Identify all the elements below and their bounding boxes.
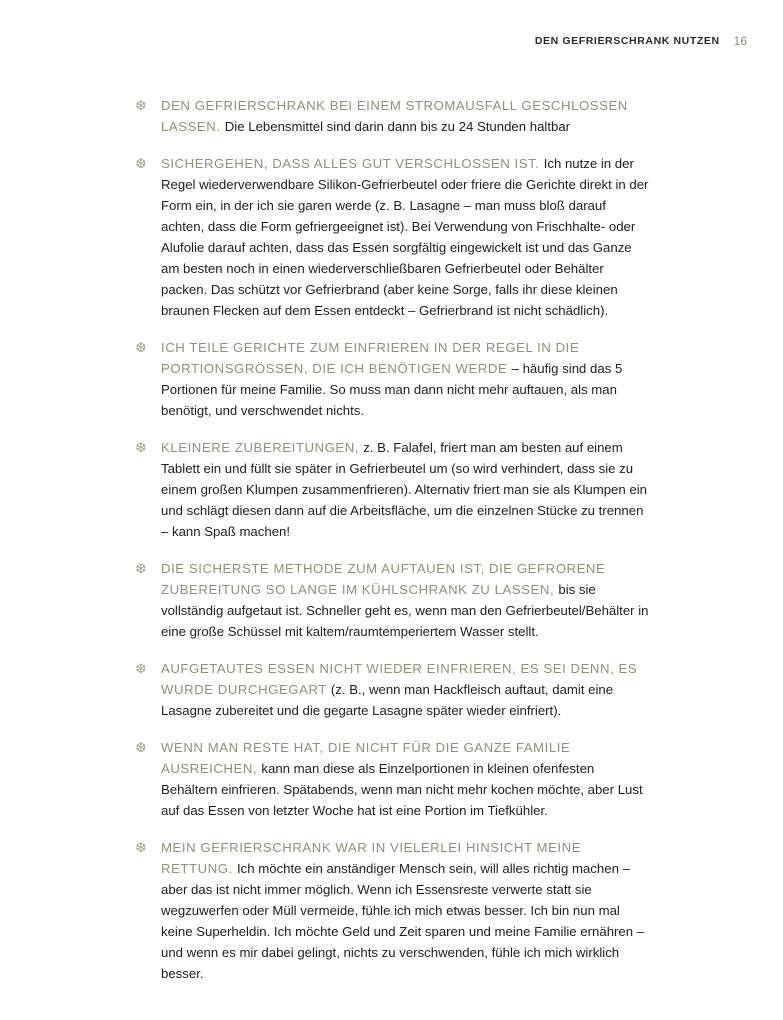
snowflake-icon: ❆ [135, 840, 147, 855]
tip-lead: MEIN GEFRIERSCHRANK WAR IN VIELERLEI HINSICHT MEINE RETTUNG. [161, 840, 582, 876]
tip-lead: SICHERGEHEN, DASS ALLES GUT VERSCHLOSSEN IST. [161, 156, 544, 171]
tip-lead: WENN MAN RESTE HAT, DIE NICHT FÜR DIE GANZE FAMILIE AUSREICHEN, [161, 740, 571, 776]
running-header [535, 34, 747, 48]
tip-item [134, 837, 650, 984]
snowflake-icon: ❆ [135, 98, 147, 113]
tip-item [134, 658, 650, 721]
tip-lead: DEN GEFRIERSCHRANK BEI EINEM STROMAUSFALL GESCHLOSSEN LASSEN. [161, 98, 628, 134]
tip-item [134, 737, 650, 821]
tip-body: – häufig sind das 5 Portionen für meine Familie. So muss man dann nicht mehr auftauen, als man benötigt, und verschwendet nichts. [161, 361, 623, 418]
tip-body: bis sie vollständig aufgetaut ist. Schneller geht es, wenn man den Gefrierbeutel/Behälter in eine große Schüssel mit kaltem/raumtemperiertem Wasser stellt. [161, 582, 649, 639]
snowflake-icon: ❆ [135, 561, 147, 576]
chapter-title: DEN GEFRIERSCHRANK NUTZEN [534, 35, 720, 47]
snowflake-icon: ❆ [135, 156, 147, 171]
tip-body: Ich möchte ein anständiger Mensch sein, will alles richtig machen – aber das ist nicht immer möglich. Wenn ich Essensreste verwerte statt sie wegzuwerfen oder Müll vermeide, fühle ich mich etwas besser. Ich bin nun mal keine Superheldin. Ich möchte Geld und Zeit sparen und meine Familie ernähren – und wenn es mir dabei gelingt, nichts zu verschwenden, fühle ich mich wirklich besser. [161, 861, 645, 981]
snowflake-icon: ❆ [135, 440, 147, 455]
tip-body: Die Lebensmittel sind darin dann bis zu 24 Stunden haltbar [224, 119, 571, 134]
tip-lead: KLEINERE ZUBEREITUNGEN, [161, 440, 364, 455]
tip-lead: AUFGETAUTES ESSEN NICHT WIEDER EINFRIEREN, ES SEI DENN, ES WURDE DURCHGEGART [161, 661, 638, 697]
tip-body: (z. B., wenn man Hackfleisch auftaut, damit eine Lasagne zubereitet und die gegarte Lasagne später wieder einfriert). [161, 682, 614, 718]
snowflake-icon: ❆ [135, 661, 147, 676]
tip-item [134, 95, 650, 137]
snowflake-icon: ❆ [135, 340, 147, 355]
tip-item [134, 558, 650, 642]
tip-body: z. B. Falafel, friert man am besten auf einem Tablett ein und füllt sie später in Gefrierbeutel um (so wird verhindert, dass sie zu einem großen Klumpen zusammenfrieren). Alternativ friert man sie als Klumpen ein und schlägt diesen dann auf die Arbeitsfläche, um die einzelnen Stücke zu trennen – kann Spaß machen! [161, 440, 647, 539]
page-number: 16 [733, 34, 747, 48]
tip-lead: ICH TEILE GERICHTE ZUM EINFRIEREN IN DER REGEL IN DIE PORTIONSGRÖSSEN, DIE ICH BENÖTIGEN WERDE [161, 340, 580, 376]
tips-list [134, 95, 650, 1000]
snowflake-icon: ❆ [135, 740, 147, 755]
tip-body: Ich nutze in der Regel wiederverwendbare Silikon-Gefrierbeutel oder friere die Gerichte direkt in der Form ein, in der ich sie garen werde (z. B. Lasagne – man muss bloß darauf achten, dass die Form gefriergeeignet ist). Bei Verwendung von Frischhalte- oder Alufolie darauf achten, dass das Essen sorgfältig eingewickelt ist und das Ganze am besten noch in einen wiederverschließbaren Gefrierbeutel oder Behälter packen. Das schützt vor Gefrierbrand (aber keine Sorge, falls ihr diese kleinen braunen Flecken auf dem Essen entdeckt – Gefrierbrand ist nicht schädlich). [161, 156, 649, 318]
tip-lead: DIE SICHERSTE METHODE ZUM AUFTAUEN IST, DIE GEFRORENE ZUBEREITUNG SO LANGE IM KÜHLSCHRANK ZU LASSEN, [161, 561, 606, 597]
tip-body: kann man diese als Einzelportionen in kleinen ofenfesten Behältern einfrieren. Spätabends, wenn man nicht mehr kochen möchte, aber Lust auf das Essen von letzter Woche hat ist eine Portion im Tiefkühler. [161, 761, 643, 818]
tip-item [134, 437, 650, 542]
tip-item [134, 153, 650, 321]
tip-item [134, 337, 650, 421]
